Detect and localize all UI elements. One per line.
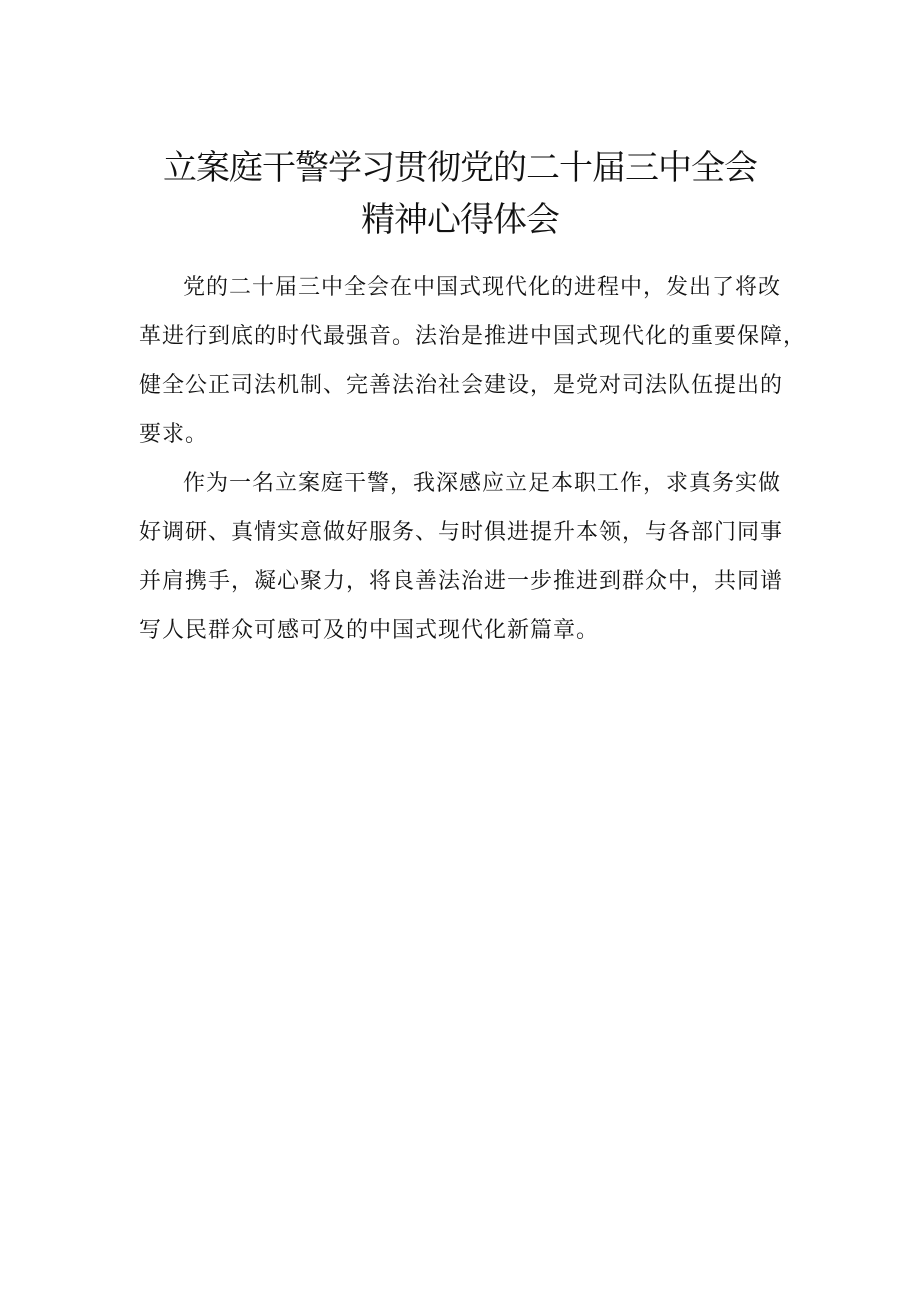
paragraph-2-line-3: 并肩携手，凝心聚力，将良善法治进一步推进到群众中，共同谱 (139, 569, 784, 594)
paragraph-1-line-1 (139, 263, 783, 312)
paragraph-1-line-4: 要求。 (139, 422, 209, 447)
paragraph-2-line-2: 好调研、真情实意做好服务、与时俱进提升本领，与各部门同事 (139, 520, 784, 545)
paragraph-2-line-1-text: 作为一名立案庭干警，我深感应立足本职工作，求真务实做 (183, 471, 782, 496)
paragraph-2-line-1 (139, 459, 783, 508)
document-title-line-2: 精神心得体会 (361, 200, 559, 240)
paragraph-1-line-2: 革进行到底的时代最强音。法治是推进中国式现代化的重要保障， (139, 324, 807, 349)
paragraph-1 (139, 263, 807, 459)
paragraph-1-line-3: 健全公正司法机制、完善法治社会建设，是党对司法队伍提出的 (139, 373, 784, 398)
paragraph-2-line-4: 写人民群众可感可及的中国式现代化新篇章。 (139, 618, 600, 643)
document-title-line-1: 立案庭干警学习贯彻党的二十届三中全会 (163, 148, 757, 188)
paragraph-2 (139, 459, 783, 655)
paragraph-1-line-1-text: 党的二十届三中全会在中国式现代化的进程中，发出了将改 (183, 275, 782, 300)
